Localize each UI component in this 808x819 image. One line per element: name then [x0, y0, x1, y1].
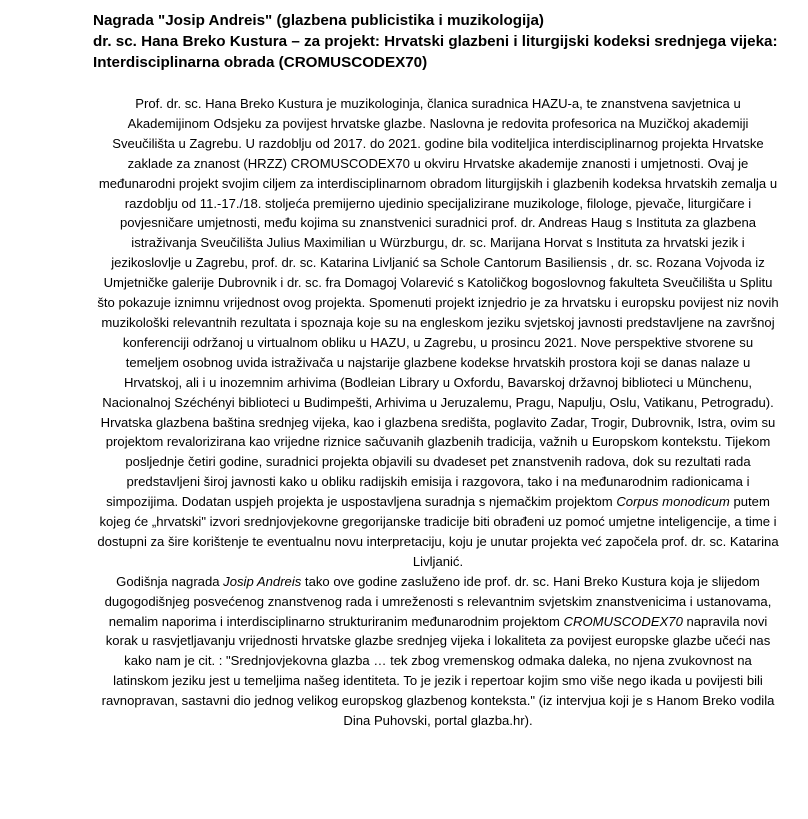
paragraph-text: napravila novi korak u rasvjetljavanju vrijednosti hrvatske glazbe srednjeg vijeka i lokaliteta za povijest europske glazbe učeći nas kako nam je cit. : "Srednjovjekovna glazba … tek zbog vremenskog odmaka daleka, no njena zvukovnost na latinskom jeziku jest u temeljima našeg identiteta. To je jezik i repertoar kojim smo više nego ikada u povijesti bili ravnopravan, sastavni dio jednog velikog europskog glazbenog konteksta." (iz intervjua koji je s Hanom Breko vodila Dina Puhovski, portal glazba.hr). — [101, 613, 775, 729]
italic-project-name: Corpus monodicum — [616, 494, 730, 510]
document-body — [96, 94, 780, 731]
paragraph-text: tako ove godine zasluženo ide prof. dr. sc. Hani Breko Kustura koja je slijedom dugogodišnjeg posvećenog znanstvenog rada i umreženosti s relevantnim svjetskim znanstvenicima i ustanovama, nemalim naporima i interdisciplinarno strukturiranim međunarodnim projektom — [104, 573, 772, 629]
paragraph-biography — [96, 94, 780, 572]
paragraph-text: Prof. dr. sc. Hana Breko Kustura je muzikologinja, članica suradnica HAZU-a, te znanstvena savjetnica u Akademijinom Odsjeku za povijest hrvatske glazbe. Naslovna je redovita profesorica na Muzičkoj akademiji Sveučilišta u Zagrebu. U razdoblju od 2017. do 2021. godine bila voditeljica interdisciplinarnog projekta Hrvatske zaklade za znanost (HRZZ) CROMUSCODEX70 u okviru Hrvatske akademije znanosti i umjetnosti. Ovaj je međunarodni projekt svojim ciljem za interdisciplinarnom obradom liturgijskih i glazbenih kodeksa hrvatskih zemalja u razdoblju od 11.-17./18. stoljeća premijerno ujedinio specijalizirane muzikologe, filologe, pjevače, liturgičare i povjesničare umjetnosti, među kojima su znanstvenici suradnici prof. dr. Andreas Haug s Instituta za glazbena istraživanja Sveučilišta Julius Maximilian u Würzburgu, dr. sc. Marijana Horvat s Instituta za hrvatski jezik i jezikoslovlje u Zagrebu, prof. dr. sc. Katarina Livljanić sa Schole Cantorum Basiliensis , dr. sc. Rozana Vojvoda iz Umjetničke galerije Dubrovnik i dr. sc. fra Domagoj Volarević s Katoličkog bogoslovnog fakulteta Sveučilišta u Splitu što pokazuje iznimnu vrijednost ovog projekta. Spomenuti projekt iznjedrio je za hrvatsku i europsku povijest niz novih muzikološki relevantnih rezultata i spoznaja koje su na engleskom jeziku svjetskoj javnosti predstavljene na završnoj konferenciji održanoj u virtualnom obliku u HAZU, u Zagrebu, u prosincu 2021. Nove perspektive stvorene su temeljem osobnog uvida istraživača u najstarije glazbene kodekse hrvatskih prostora koji se danas nalaze u Hrvatskoj, ali i u inozemnim arhivima (Bodleian Library u Oxfordu, Bavarskoj državnoj biblioteci u Münchenu, Nacionalnoj Széchényi biblioteci u Budimpešti, Arhivima u Jeruzalemu, Pragu, Napulju, Oslu, Vatikanu, Petrogradu). Hrvatska glazbena baština srednjeg vijeka, kao i glazbena središta, poglavito Zadar, Trogir, Dubrovnik, Istra, ovim su projektom revalorizirana kao vrijedne riznice sačuvanih glazbenih tradicija, važnih u Europskom kontekstu. Tijekom posljednje četiri godine, suradnici projekta objavili su dvadeset pet znanstvenih radova, dok su rezultati rada predstavljeni široj javnosti kako u obliku radijskih emisija i razgovora, tako i na međunarodnim radionicama i simpozijima. Dodatan uspjeh projekta je uspostavljena suradnja s njemačkim projektom — [97, 96, 779, 510]
paragraph-award-reason — [96, 572, 780, 731]
heading-award-title: Nagrada "Josip Andreis" (glazbena publicistika i muzikologija) — [93, 12, 544, 29]
italic-project-code: CROMUSCODEX70 — [563, 613, 683, 629]
document-heading — [93, 10, 780, 73]
paragraph-text: putem kojeg će „hrvatski" izvori srednjovjekovne gregorijanske tradicije biti obrađeni uz pomoć umjetne inteligencije, a time i dostupni za šire korištenje te eventualnu novu interpretaciju, koju je unutar projekta već započela prof. dr. sc. Katarina Livljanić. — [97, 494, 779, 569]
heading-laureate-project: dr. sc. Hana Breko Kustura – za projekt: Hrvatski glazbeni i liturgijski kodeksi srednjega vijeka: Interdisciplinarna obrada (CROMUSCODEX70) — [93, 33, 778, 71]
paragraph-text: Godišnja nagrada — [116, 573, 224, 589]
italic-award-name: Josip Andreis — [223, 573, 302, 589]
